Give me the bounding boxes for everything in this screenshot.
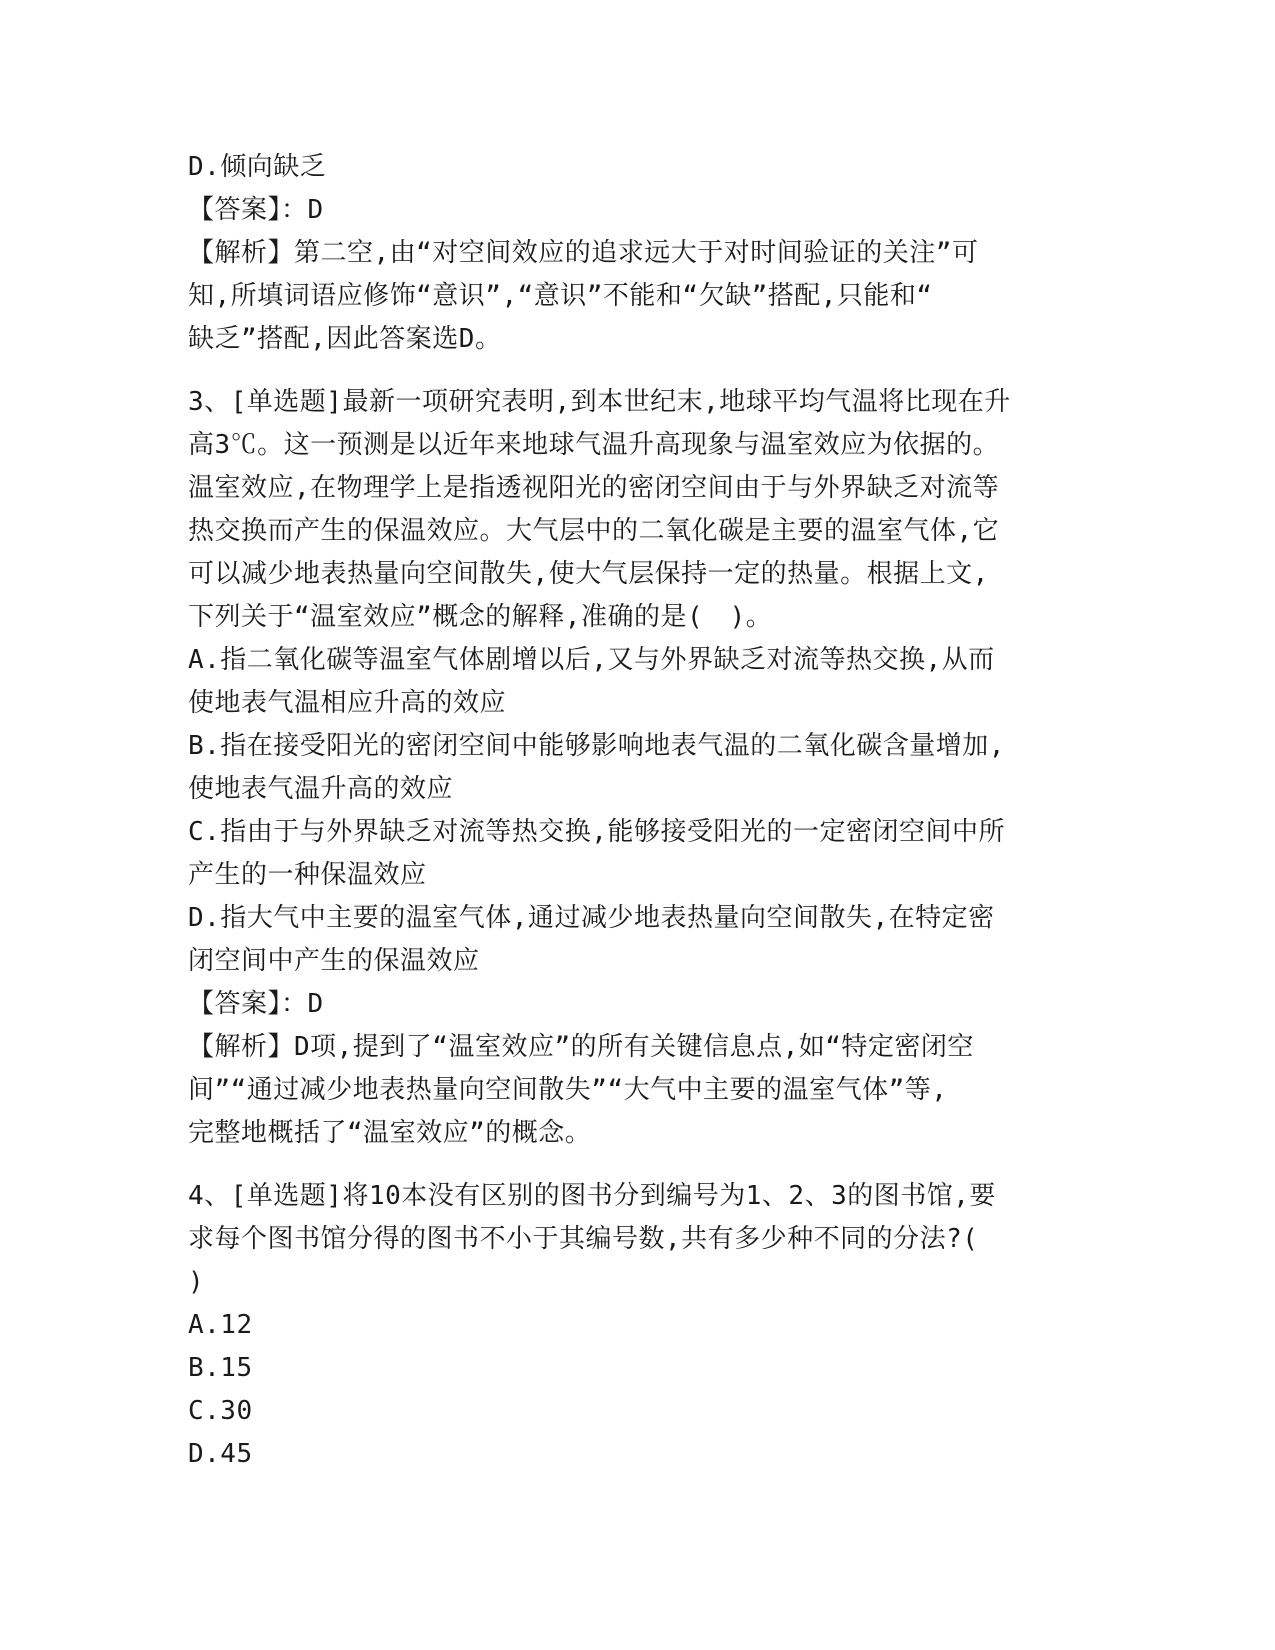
option-a-cont: 使地表气温相应升高的效应 bbox=[188, 688, 507, 718]
answer-line: 【答案】：D bbox=[188, 989, 324, 1019]
option-c: C.指由于与外界缺乏对流等热交换,能够接受阳光的一定密闭空间中所 bbox=[188, 817, 1005, 847]
question-4 bbox=[188, 1175, 1088, 1476]
document-page bbox=[188, 146, 1088, 1476]
option-b: B.15 bbox=[188, 1353, 253, 1383]
option-c: C.30 bbox=[188, 1396, 253, 1426]
question-stem-line: 高3℃。这一预测是以近年来地球气温升高现象与温室效应为依据的。 bbox=[188, 430, 1000, 460]
option-c-cont: 产生的一种保温效应 bbox=[188, 860, 427, 890]
question-stem-line: 4、[单选题]将10本没有区别的图书分到编号为1、2、3的图书馆,要 bbox=[188, 1181, 996, 1211]
question-2-tail bbox=[188, 146, 1088, 361]
question-stem-line: 求每个图书馆分得的图书不小于其编号数,共有多少种不同的分法?( bbox=[188, 1224, 979, 1254]
question-stem-line: 温室效应,在物理学上是指透视阳光的密闭空间由于与外界缺乏对流等 bbox=[188, 473, 1000, 503]
option-d: D.指大气中主要的温室气体,通过减少地表热量向空间散失,在特定密 bbox=[188, 903, 995, 933]
question-stem-line: ) bbox=[188, 1267, 205, 1297]
question-stem-line: 热交换而产生的保温效应。大气层中的二氧化碳是主要的温室气体,它 bbox=[188, 516, 1000, 546]
analysis-line: 知,所填词语应修饰“意识”,“意识”不能和“欠缺”搭配,只能和“ bbox=[188, 281, 933, 311]
answer-line: 【答案】：D bbox=[188, 195, 324, 225]
question-stem-line: 可以减少地表热量向空间散失,使大气层保持一定的热量。根据上文, bbox=[188, 559, 989, 589]
analysis-line: 完整地概括了“温室效应”的概念。 bbox=[188, 1118, 592, 1148]
option-d: D.45 bbox=[188, 1439, 253, 1469]
analysis-line: 缺乏”搭配,因此答案选D。 bbox=[188, 324, 502, 354]
option-a: A.12 bbox=[188, 1310, 253, 1340]
option-b-cont: 使地表气温升高的效应 bbox=[188, 774, 454, 804]
analysis-line: 【解析】D项,提到了“温室效应”的所有关键信息点,如“特定密闭空 bbox=[188, 1032, 974, 1062]
analysis-line: 间”“通过减少地表热量向空间散失”“大气中主要的温室气体”等, bbox=[188, 1075, 948, 1105]
question-3 bbox=[188, 381, 1088, 1155]
option-a: A.指二氧化碳等温室气体剧增以后,又与外界缺乏对流等热交换,从而 bbox=[188, 645, 995, 675]
analysis-line: 【解析】第二空,由“对空间效应的追求远大于对时间验证的关注”可 bbox=[188, 238, 979, 268]
option-d: D.倾向缺乏 bbox=[188, 152, 327, 182]
question-stem-line: 3、[单选题]最新一项研究表明,到本世纪末,地球平均气温将比现在升 bbox=[188, 387, 1011, 417]
option-d-cont: 闭空间中产生的保温效应 bbox=[188, 946, 480, 976]
question-stem-line: 下列关于“温室效应”概念的解释,准确的是( )。 bbox=[188, 602, 773, 632]
option-b: B.指在接受阳光的密闭空间中能够影响地表气温的二氧化碳含量增加, bbox=[188, 731, 1005, 761]
